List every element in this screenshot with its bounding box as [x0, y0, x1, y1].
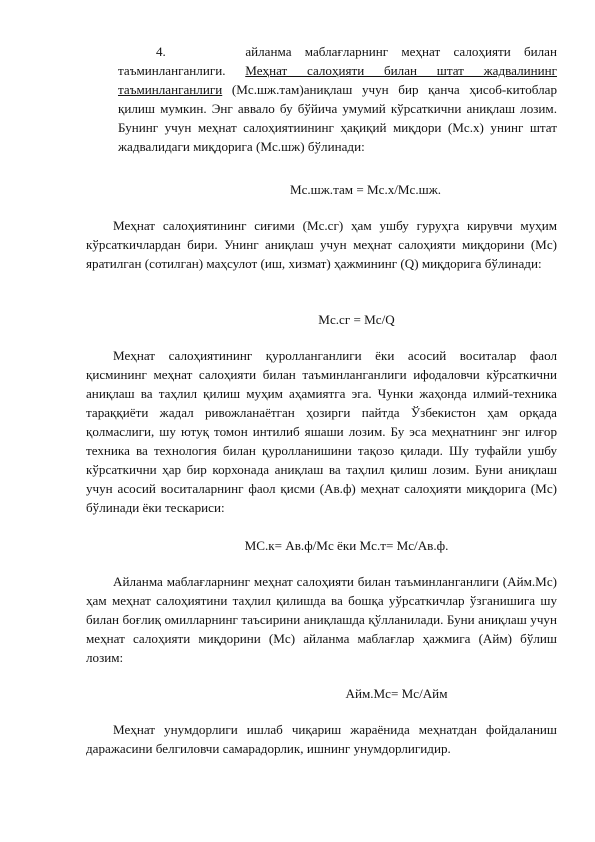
item-4-number: 4.: [156, 44, 166, 59]
formula-capacity: Мс.сг = Мс/Q: [318, 312, 395, 327]
item-4-text: [118, 42, 557, 156]
item-4-rest: (Мс.шж.там)аниқлаш учун бир қанча ҳисоб-китоблар қилиш мумкин. Энг аввало бу бўйича умумий кўрсаткични аниқлаш лозим. Бунинг учун меҳнат салоҳиятиининг ҳақиқий миқдори (Мс.х) унинг штат жадвалидаги миқдорига (Мс.шж) бўлинади:: [118, 82, 557, 154]
item-4-underlined-term: Меҳнат салоҳияти билан штат жадвалининг таъминланганлиги: [118, 63, 558, 97]
formula-working-capital: Айм.Мс= Мс/Айм: [345, 686, 448, 701]
formula-equipment: МС.к= Ав.ф/Мс ёки Мс.т= Мс/Ав.ф.: [244, 538, 449, 553]
paragraph-working-capital: [86, 572, 557, 667]
paragraph-equipment: [86, 346, 557, 517]
paragraph-equipment-text: Меҳнат салоҳиятининг қуролланганлиги ёки асосий воситалар фаол қисмининг меҳнат салоҳияти билан таъминланганлиги ифодаловчи кўрсаткични аниқлаш ва таҳлил қилиш муҳим аҳамиятга эга. Чунки жаҳонда илмий-техника тараққиёти жадал ривожланаётган ҳозирги пайтда Ўзбекистон ҳам орқада қолмаслиги, шу ютуқ томон интилиб яшаши лозим. Бу эса меҳнатнинг энг илғор техника ва технология билан қуролланишини тақозо қилади. Шу туфайли ушбу кўрсаткични ҳар бир корхонада аниқлаш ва таҳлил қилиш лозим. Буни аниқлаш учун асосий воситаларнинг фаол қисми (Ав.ф) меҳнат салоҳияти миқдорига (Мс) бўлинади ёки тескариси:: [86, 348, 557, 515]
paragraph-productivity: [86, 720, 557, 758]
item-4-paragraph: [118, 42, 557, 156]
paragraph-capacity: [86, 216, 557, 273]
paragraph-capacity-text: Меҳнат салоҳиятининг сиғими (Мс.сг) ҳам ушбу гуруҳга кирувчи муҳим кўрсаткичлардан бири. Унинг аниқлаш учун меҳнат салоҳияти миқдорини (Мс) яратилган (сотилган) маҳсулот (иш, хизмат) ҳажмининг (Q) миқдорига бўлинади:: [86, 218, 557, 271]
formula-staff-coverage: Мс.шж.там = Мс.х/Мс.шж.: [289, 182, 442, 197]
item-4-lead: айланма маблағларнинг меҳнат салоҳияти билан таъминланганлиги.: [118, 44, 557, 78]
paragraph-working-capital-text: Айланма маблағларнинг меҳнат салоҳияти билан таъминланганлиги (Айм.Мс) ҳам меҳнат салоҳиятини таҳлил қилишда ва бошқа уўрсаткичлар ўзганишига шу билан боғлиқ омилларнинг таъсирини аниқлашда қўлланилади. Буни аниқлаш учун меҳнат салоҳияти миқдорини (Мс) айланма маблағлар ҳажмига (Айм) бўлиш лозим:: [86, 574, 557, 665]
paragraph-productivity-text: Меҳнат унумдорлиги ишлаб чиқариш жараёнида меҳнатдан фойдаланиш даражасини белгиловчи самарадорлик, ишнинг унумдорлигидир.: [86, 722, 557, 756]
